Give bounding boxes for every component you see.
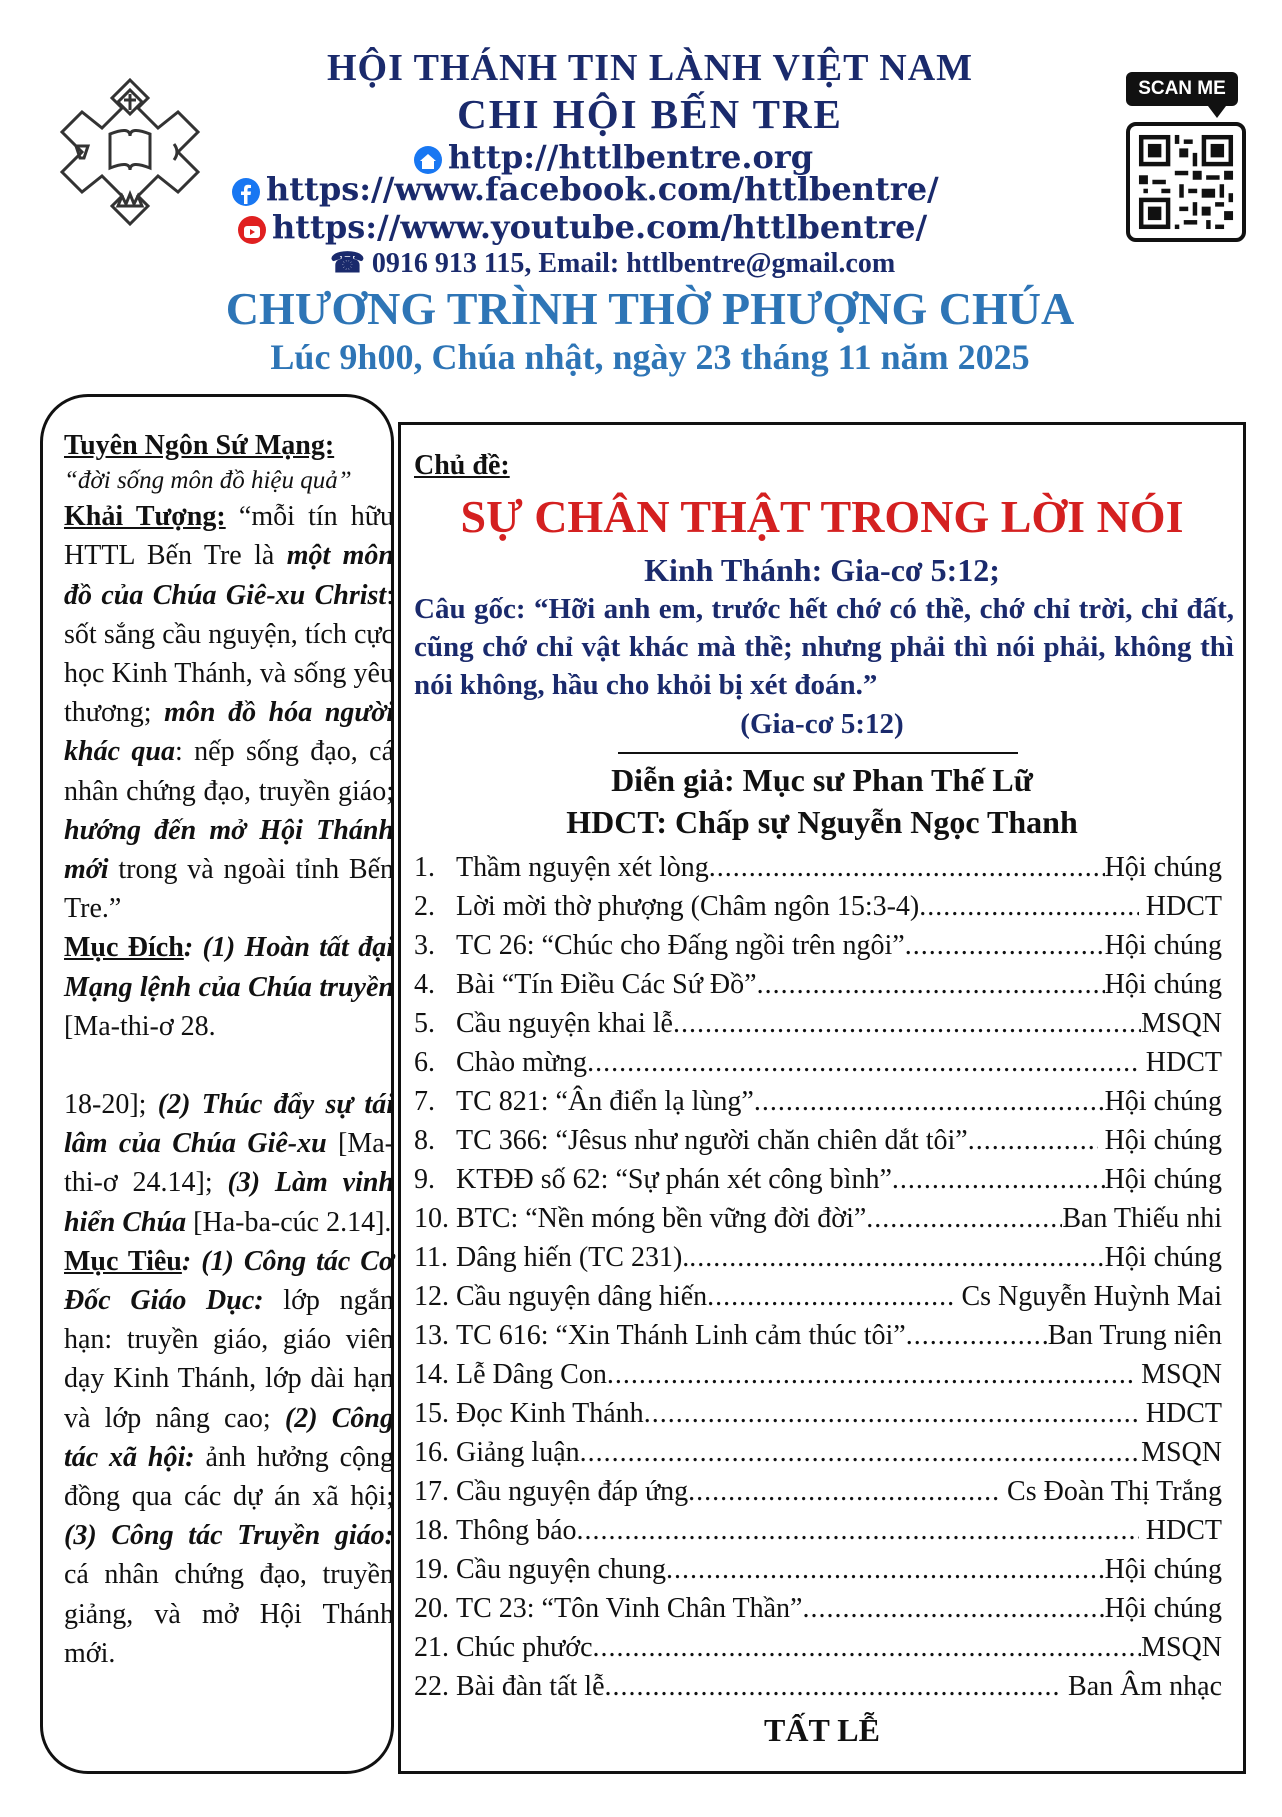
leader-dots xyxy=(593,1628,1142,1667)
order-item-number: 11. xyxy=(414,1242,448,1273)
order-of-service xyxy=(414,848,1222,1706)
key-verse: Câu gốc: “Hỡi anh em, trước hết chớ có thề, chớ chỉ trời, chỉ đất, cũng chớ chỉ vật khác mà thề; nhưng phải thì nói phải, không thì nói không, hầu cho khỏi bị xét đoán.” xyxy=(414,593,1234,701)
order-item-number: 12. xyxy=(414,1281,449,1312)
order-item xyxy=(414,1472,1222,1511)
order-item-title: Thầm nguyện xét lòng xyxy=(456,852,709,883)
purpose-emphasis: : (1) Hoàn tất đại Mạng lệnh của Chúa truyền xyxy=(64,932,394,1003)
order-item-number: 4. xyxy=(414,969,435,1000)
order-item xyxy=(414,1667,1222,1706)
leader-dots xyxy=(866,1199,1062,1238)
order-item-leader: Hội chúng xyxy=(1104,930,1222,961)
leader-dots xyxy=(607,1355,1134,1394)
order-item xyxy=(414,1199,1222,1238)
order-item-leader: MSQN xyxy=(1141,1632,1222,1663)
vision-emphasis: hướng đến mở Hội Thánh mới xyxy=(64,814,394,886)
leader-dots xyxy=(707,1277,954,1316)
order-item xyxy=(414,1394,1222,1433)
website-text: http://httlbentre.org xyxy=(448,138,814,176)
order-item-leader: HDCT xyxy=(1138,1398,1222,1429)
order-item-leader: Hội chúng xyxy=(1104,852,1222,883)
service-datetime: Lúc 9h00, Chúa nhật, ngày 23 tháng 11 năm 2025 xyxy=(270,337,1030,377)
order-item-title: Cầu nguyện khai lễ xyxy=(456,1008,673,1039)
purpose-heading: Mục Đích xyxy=(64,932,184,964)
purpose-emphasis: (3) Làm vinh hiển Chúa xyxy=(64,1167,394,1238)
leader-dots xyxy=(754,1082,1105,1121)
vision-text: : nếp sống đạo, cá nhân chứng đạo, truyền giáo; xyxy=(64,736,394,807)
host: HDCT: Chấp sự Nguyễn Ngọc Thanh xyxy=(566,804,1078,840)
leader-dots xyxy=(802,1589,1104,1628)
youtube-text: https://www.youtube.com/httlbentre/ xyxy=(272,208,928,246)
order-item-leader: MSQN xyxy=(1141,1437,1222,1468)
order-item-number: 14. xyxy=(414,1359,449,1390)
leader-dots xyxy=(580,1433,1141,1472)
phone-icon: ☎ xyxy=(330,248,365,279)
leader-dots xyxy=(605,1667,1062,1706)
goal-emphasis: : (1) Công tác Cơ Đốc Giáo Dục: xyxy=(64,1245,394,1317)
order-item xyxy=(414,1511,1222,1550)
order-item-leader: Ban Thiếu nhi xyxy=(1062,1203,1222,1234)
order-item-title: Lời mời thờ phượng (Châm ngôn 15:3-4) xyxy=(456,891,920,922)
theme-label: Chủ đề: xyxy=(414,450,510,481)
order-item xyxy=(414,1238,1222,1277)
speaker: Diễn giả: Mục sư Phan Thế Lữ xyxy=(611,762,1033,798)
order-item xyxy=(414,887,1222,926)
order-item-number: 7. xyxy=(414,1086,435,1117)
order-item-number: 3. xyxy=(414,930,435,961)
order-item-number: 2. xyxy=(414,891,435,922)
order-item-leader: Hội chúng xyxy=(1104,1086,1222,1117)
vision-heading: Khải Tượng: xyxy=(64,501,226,533)
order-item-title: Đọc Kinh Thánh xyxy=(456,1398,644,1429)
order-item xyxy=(414,926,1222,965)
vision-text: trong và ngoài tỉnh Bến Tre.” xyxy=(64,854,394,925)
order-item-leader: Cs Đoàn Thị Trắng xyxy=(1000,1476,1222,1507)
goal-emphasis: (2) Công tác xã hội: xyxy=(64,1402,394,1473)
leader-dots xyxy=(644,1394,1139,1433)
order-item-number: 9. xyxy=(414,1164,435,1195)
contact-line xyxy=(330,246,895,280)
order-item-number: 10. xyxy=(414,1203,449,1234)
goal-emphasis: (3) Công tác Truyền giáo: xyxy=(64,1520,394,1552)
youtube-link[interactable] xyxy=(238,208,927,246)
order-item-leader: Ban Âm nhạc xyxy=(1061,1671,1222,1702)
order-item-leader: Hội chúng xyxy=(1104,1554,1222,1585)
purpose-text: [Ma-thi-ơ 24.14]; xyxy=(64,1128,394,1199)
mission-text xyxy=(64,426,394,1673)
order-item-number: 6. xyxy=(414,1047,435,1078)
order-item-title: Thông báo xyxy=(456,1515,577,1546)
program-title: CHƯƠNG TRÌNH THỜ PHƯỢNG CHÚA xyxy=(225,283,1075,334)
leader-dots xyxy=(689,1238,1104,1277)
scan-me-label: SCAN ME xyxy=(1126,72,1238,106)
order-item-title: Lễ Dâng Con xyxy=(456,1359,607,1390)
order-item xyxy=(414,965,1222,1004)
order-item-title: Cầu nguyện đáp ứng xyxy=(456,1476,689,1507)
scan-label-pointer xyxy=(1208,106,1226,118)
facebook-text: https://www.facebook.com/httlbentre/ xyxy=(266,170,939,208)
order-item-number: 1. xyxy=(414,852,435,883)
order-item-number: 18. xyxy=(414,1515,449,1546)
order-item-number: 15. xyxy=(414,1398,449,1429)
order-item-number: 16. xyxy=(414,1437,449,1468)
order-item-title: Chào mừng xyxy=(456,1047,588,1078)
scripture-reference: Kinh Thánh: Gia-cơ 5:12; xyxy=(644,552,1000,588)
leader-dots xyxy=(587,1043,1139,1082)
order-item-leader: Cs Nguyễn Huỳnh Mai xyxy=(954,1281,1222,1312)
order-item-title: Dâng hiến (TC 231). xyxy=(456,1242,690,1273)
order-item-title: TC 23: “Tôn Vinh Chân Thần” xyxy=(456,1593,803,1624)
leader-dots xyxy=(757,965,1105,1004)
order-item-leader: HDCT xyxy=(1138,1047,1222,1078)
order-item-title: Giảng luận xyxy=(456,1437,580,1468)
order-item-number: 17. xyxy=(414,1476,449,1507)
order-item xyxy=(414,1004,1222,1043)
leader-dots xyxy=(688,1472,1000,1511)
order-item xyxy=(414,1121,1222,1160)
contact-text: 0916 913 115, Email: httlbentre@gmail.com xyxy=(371,248,896,279)
purpose-text: 18-20]; xyxy=(64,1089,158,1121)
leader-dots xyxy=(919,887,1139,926)
order-item xyxy=(414,1628,1222,1667)
facebook-icon xyxy=(232,178,260,206)
key-verse-ref: (Gia-cơ 5:12) xyxy=(740,708,904,740)
order-item xyxy=(414,1589,1222,1628)
order-item-leader: HDCT xyxy=(1138,891,1222,922)
goal-heading: Mục Tiêu xyxy=(64,1245,182,1277)
order-item-leader: HDCT xyxy=(1138,1515,1222,1546)
order-item-title: Bài “Tín Điều Các Sứ Đồ” xyxy=(456,969,757,1000)
org-name: HỘI THÁNH TIN LÀNH VIỆT NAM xyxy=(326,47,974,89)
qr-code[interactable] xyxy=(1126,122,1246,242)
order-item-title: TC 366: “Jêsus như người chăn chiên dắt tôi” xyxy=(456,1125,968,1156)
order-item-title: TC 616: “Xin Thánh Linh cảm thúc tôi” xyxy=(456,1320,906,1351)
order-item-number: 19. xyxy=(414,1554,449,1585)
leader-dots xyxy=(892,1160,1105,1199)
order-item-number: 13. xyxy=(414,1320,449,1351)
divider xyxy=(618,752,1018,754)
order-item xyxy=(414,1316,1222,1355)
order-item-number: 5. xyxy=(414,1008,435,1039)
branch-name: CHI HỘI BẾN TRE xyxy=(457,91,843,137)
order-item-title: KTĐĐ số 62: “Sự phán xét công bình” xyxy=(456,1164,892,1195)
order-item-leader: MSQN xyxy=(1141,1008,1222,1039)
order-item-leader: Hội chúng xyxy=(1104,969,1222,1000)
order-item-title: Cầu nguyện dâng hiến xyxy=(456,1281,708,1312)
facebook-link[interactable] xyxy=(232,170,939,208)
leader-dots xyxy=(968,1121,1098,1160)
order-item xyxy=(414,1433,1222,1472)
order-item-title: Cầu nguyện chung xyxy=(456,1554,666,1585)
youtube-icon xyxy=(238,216,266,244)
purpose-text: [Ha-ba-cúc 2.14]. xyxy=(186,1206,392,1238)
order-item-leader: MSQN xyxy=(1134,1359,1222,1390)
leader-dots xyxy=(709,848,1105,887)
purpose-emphasis: (2) Thúc đẩy sự tái lâm của Chúa Giê-xu xyxy=(64,1089,394,1160)
purpose-text: [Ma-thi-ơ 28. xyxy=(64,1010,216,1042)
order-item xyxy=(414,848,1222,887)
order-item-title: Bài đàn tất lễ xyxy=(456,1671,605,1702)
vision-text: : sốt sắng cầu nguyện, tích cực học Kinh Thánh, và sống yêu thương; xyxy=(64,579,394,729)
sermon-theme: SỰ CHÂN THẬT TRONG LỜI NÓI xyxy=(460,491,1184,542)
leader-dots xyxy=(577,1511,1139,1550)
order-item-title: TC 821: “Ân điển lạ lùng” xyxy=(456,1086,754,1117)
order-item-leader: Hội chúng xyxy=(1104,1593,1222,1624)
mission-heading: Tuyên Ngôn Sứ Mạng: xyxy=(64,430,335,461)
leader-dots xyxy=(906,1316,1048,1355)
goal-text: lớp ngắn hạn: truyền giáo, giáo viên dạy Kinh Thánh, lớp dài hạn và lớp nâng cao; xyxy=(64,1285,394,1434)
order-item-number: 22. xyxy=(414,1671,449,1702)
order-item-title: TC 26: “Chúc cho Đấng ngồi trên ngôi” xyxy=(456,930,905,961)
mission-quote: “đời sống môn đồ hiệu quả” xyxy=(64,467,352,495)
order-item-leader: Ban Trung niên xyxy=(1047,1320,1222,1351)
goal-text: ảnh hưởng cộng đồng qua các dự án xã hội; xyxy=(64,1441,394,1513)
order-item-leader: Hội chúng xyxy=(1097,1125,1222,1156)
order-item-title: Chúc phước xyxy=(456,1632,593,1663)
goal-text: cá nhân chứng đạo, truyền giảng, và mở Hội Thánh mới. xyxy=(64,1559,394,1669)
order-item-leader: Hội chúng xyxy=(1104,1242,1222,1273)
order-item-number: 21. xyxy=(414,1632,449,1663)
order-item xyxy=(414,1550,1222,1589)
order-item-leader: Hội chúng xyxy=(1104,1164,1222,1195)
vision-text: “mỗi tín hữu HTTL Bến Tre là xyxy=(64,501,394,572)
order-item xyxy=(414,1043,1222,1082)
vision-emphasis: môn đồ hóa người khác qua xyxy=(64,697,394,768)
order-item-number: 8. xyxy=(414,1125,435,1156)
leader-dots xyxy=(666,1550,1105,1589)
order-item-number: 20. xyxy=(414,1593,449,1624)
order-item xyxy=(414,1277,1222,1316)
order-item-title: BTC: “Nền móng bền vững đời đời” xyxy=(456,1203,867,1234)
order-item xyxy=(414,1082,1222,1121)
order-item xyxy=(414,1355,1222,1394)
closing: TẤT LỄ xyxy=(764,1712,880,1748)
qr-code-icon xyxy=(1130,126,1242,238)
leader-dots xyxy=(905,926,1105,965)
vision-emphasis: một môn đồ của Chúa Giê-xu Christ xyxy=(64,540,394,611)
order-item xyxy=(414,1160,1222,1199)
leader-dots xyxy=(673,1004,1141,1043)
